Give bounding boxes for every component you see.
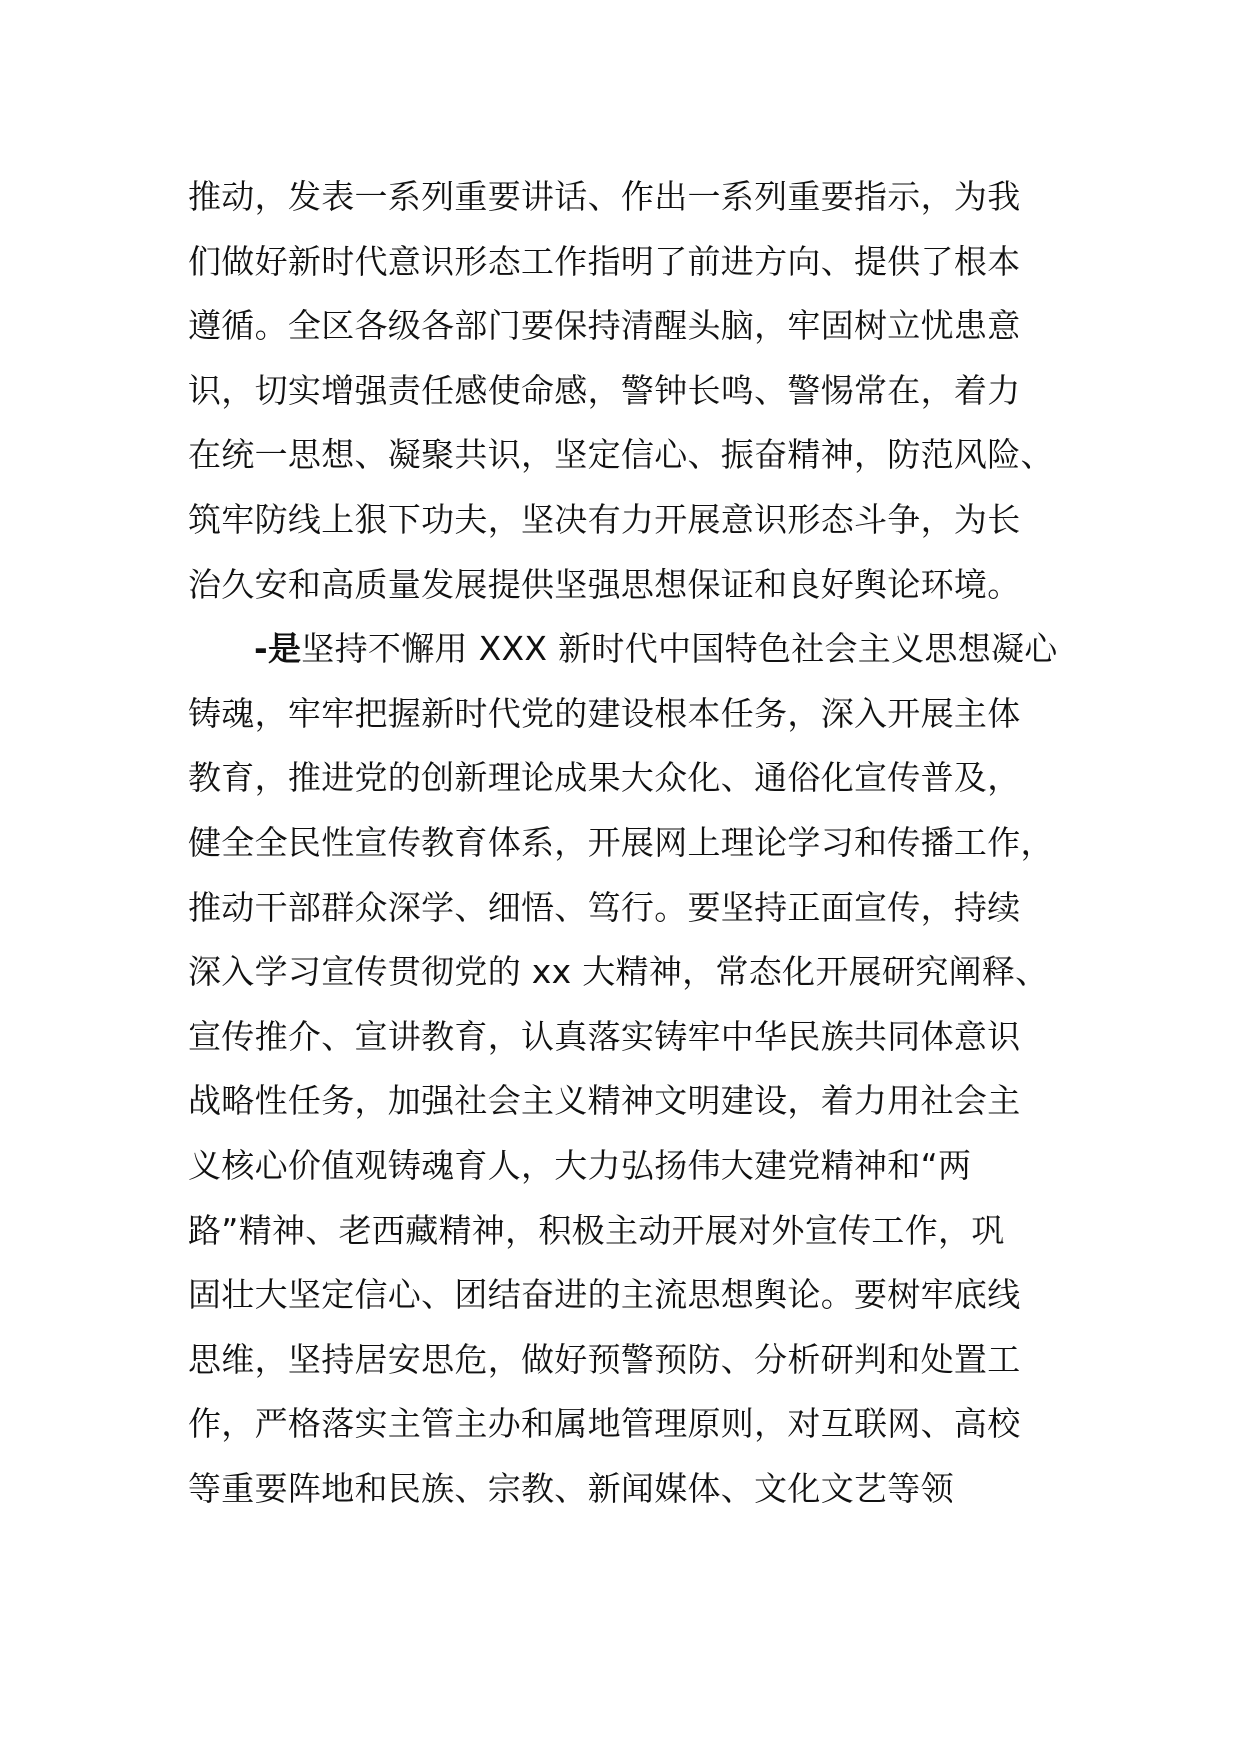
paragraph-line: 遵循。全区各级各部门要保持清醒头脑，牢固树立忧患意 bbox=[188, 306, 1021, 346]
paragraph-first-line bbox=[188, 617, 1068, 682]
paragraph-first-line-text: 坚持不懈用 XXX 新时代中国特色社会主义思想凝心 bbox=[301, 629, 1058, 669]
paragraph-2 bbox=[188, 617, 1068, 1521]
paragraph-1 bbox=[188, 165, 1068, 617]
paragraph-lead: -是 bbox=[254, 629, 302, 669]
paragraph-line: 作，严格落实主管主办和属地管理原则，对互联网、高校 bbox=[188, 1404, 1021, 1444]
paragraph-line: 等重要阵地和民族、宗教、新闻媒体、文化文艺等领 bbox=[188, 1468, 954, 1508]
paragraph-line: 深入学习宣传贯彻党的 xx 大精神，常态化开展研究阐释、 bbox=[188, 952, 1049, 992]
body-text bbox=[188, 165, 1068, 1521]
paragraph-line: 教育，推进党的创新理论成果大众化、通俗化宣传普及， bbox=[188, 758, 1021, 798]
paragraph-line: 路”精神、老西藏精神，积极主动开展对外宣传工作，巩 bbox=[188, 1210, 1005, 1250]
paragraph-line: 在统一思想、凝聚共识，坚定信心、振奋精神，防范风险、 bbox=[188, 435, 1054, 475]
paragraph-line: 固壮大坚定信心、团结奋进的主流思想舆论。要树牢底线 bbox=[188, 1275, 1021, 1315]
paragraph-line: 思维，坚持居安思危，做好预警预防、分析研判和处置工 bbox=[188, 1339, 1021, 1379]
paragraph-line: 铸魂，牢牢把握新时代党的建设根本任务，深入开展主体 bbox=[188, 693, 1021, 733]
paragraph-line: 筑牢防线上狠下功夫，坚决有力开展意识形态斗争，为长 bbox=[188, 499, 1021, 539]
paragraph-line: 治久安和高质量发展提供坚强思想保证和良好舆论环境。 bbox=[188, 564, 1021, 604]
paragraph-line: 们做好新时代意识形态工作指明了前进方向、提供了根本 bbox=[188, 241, 1021, 281]
paragraph-line: 义核心价值观铸魂育人，大力弘扬伟大建党精神和“两 bbox=[188, 1145, 972, 1185]
paragraph-line: 推动，发表一系列重要讲话、作出一系列重要指示，为我 bbox=[188, 177, 1021, 216]
paragraph-line: 战略性任务，加强社会主义精神文明建设，着力用社会主 bbox=[188, 1081, 1021, 1121]
paragraph-line: 推动干部群众深学、细悟、笃行。要坚持正面宣传，持续 bbox=[188, 887, 1021, 927]
paragraph-line: 宣传推介、宣讲教育，认真落实铸牢中华民族共同体意识 bbox=[188, 1016, 1021, 1056]
paragraph-line: 健全全民性宣传教育体系，开展网上理论学习和传播工作， bbox=[188, 822, 1054, 862]
paragraph-line: 识，切实增强责任感使命感，警钟长鸣、警惕常在，着力 bbox=[188, 370, 1021, 410]
